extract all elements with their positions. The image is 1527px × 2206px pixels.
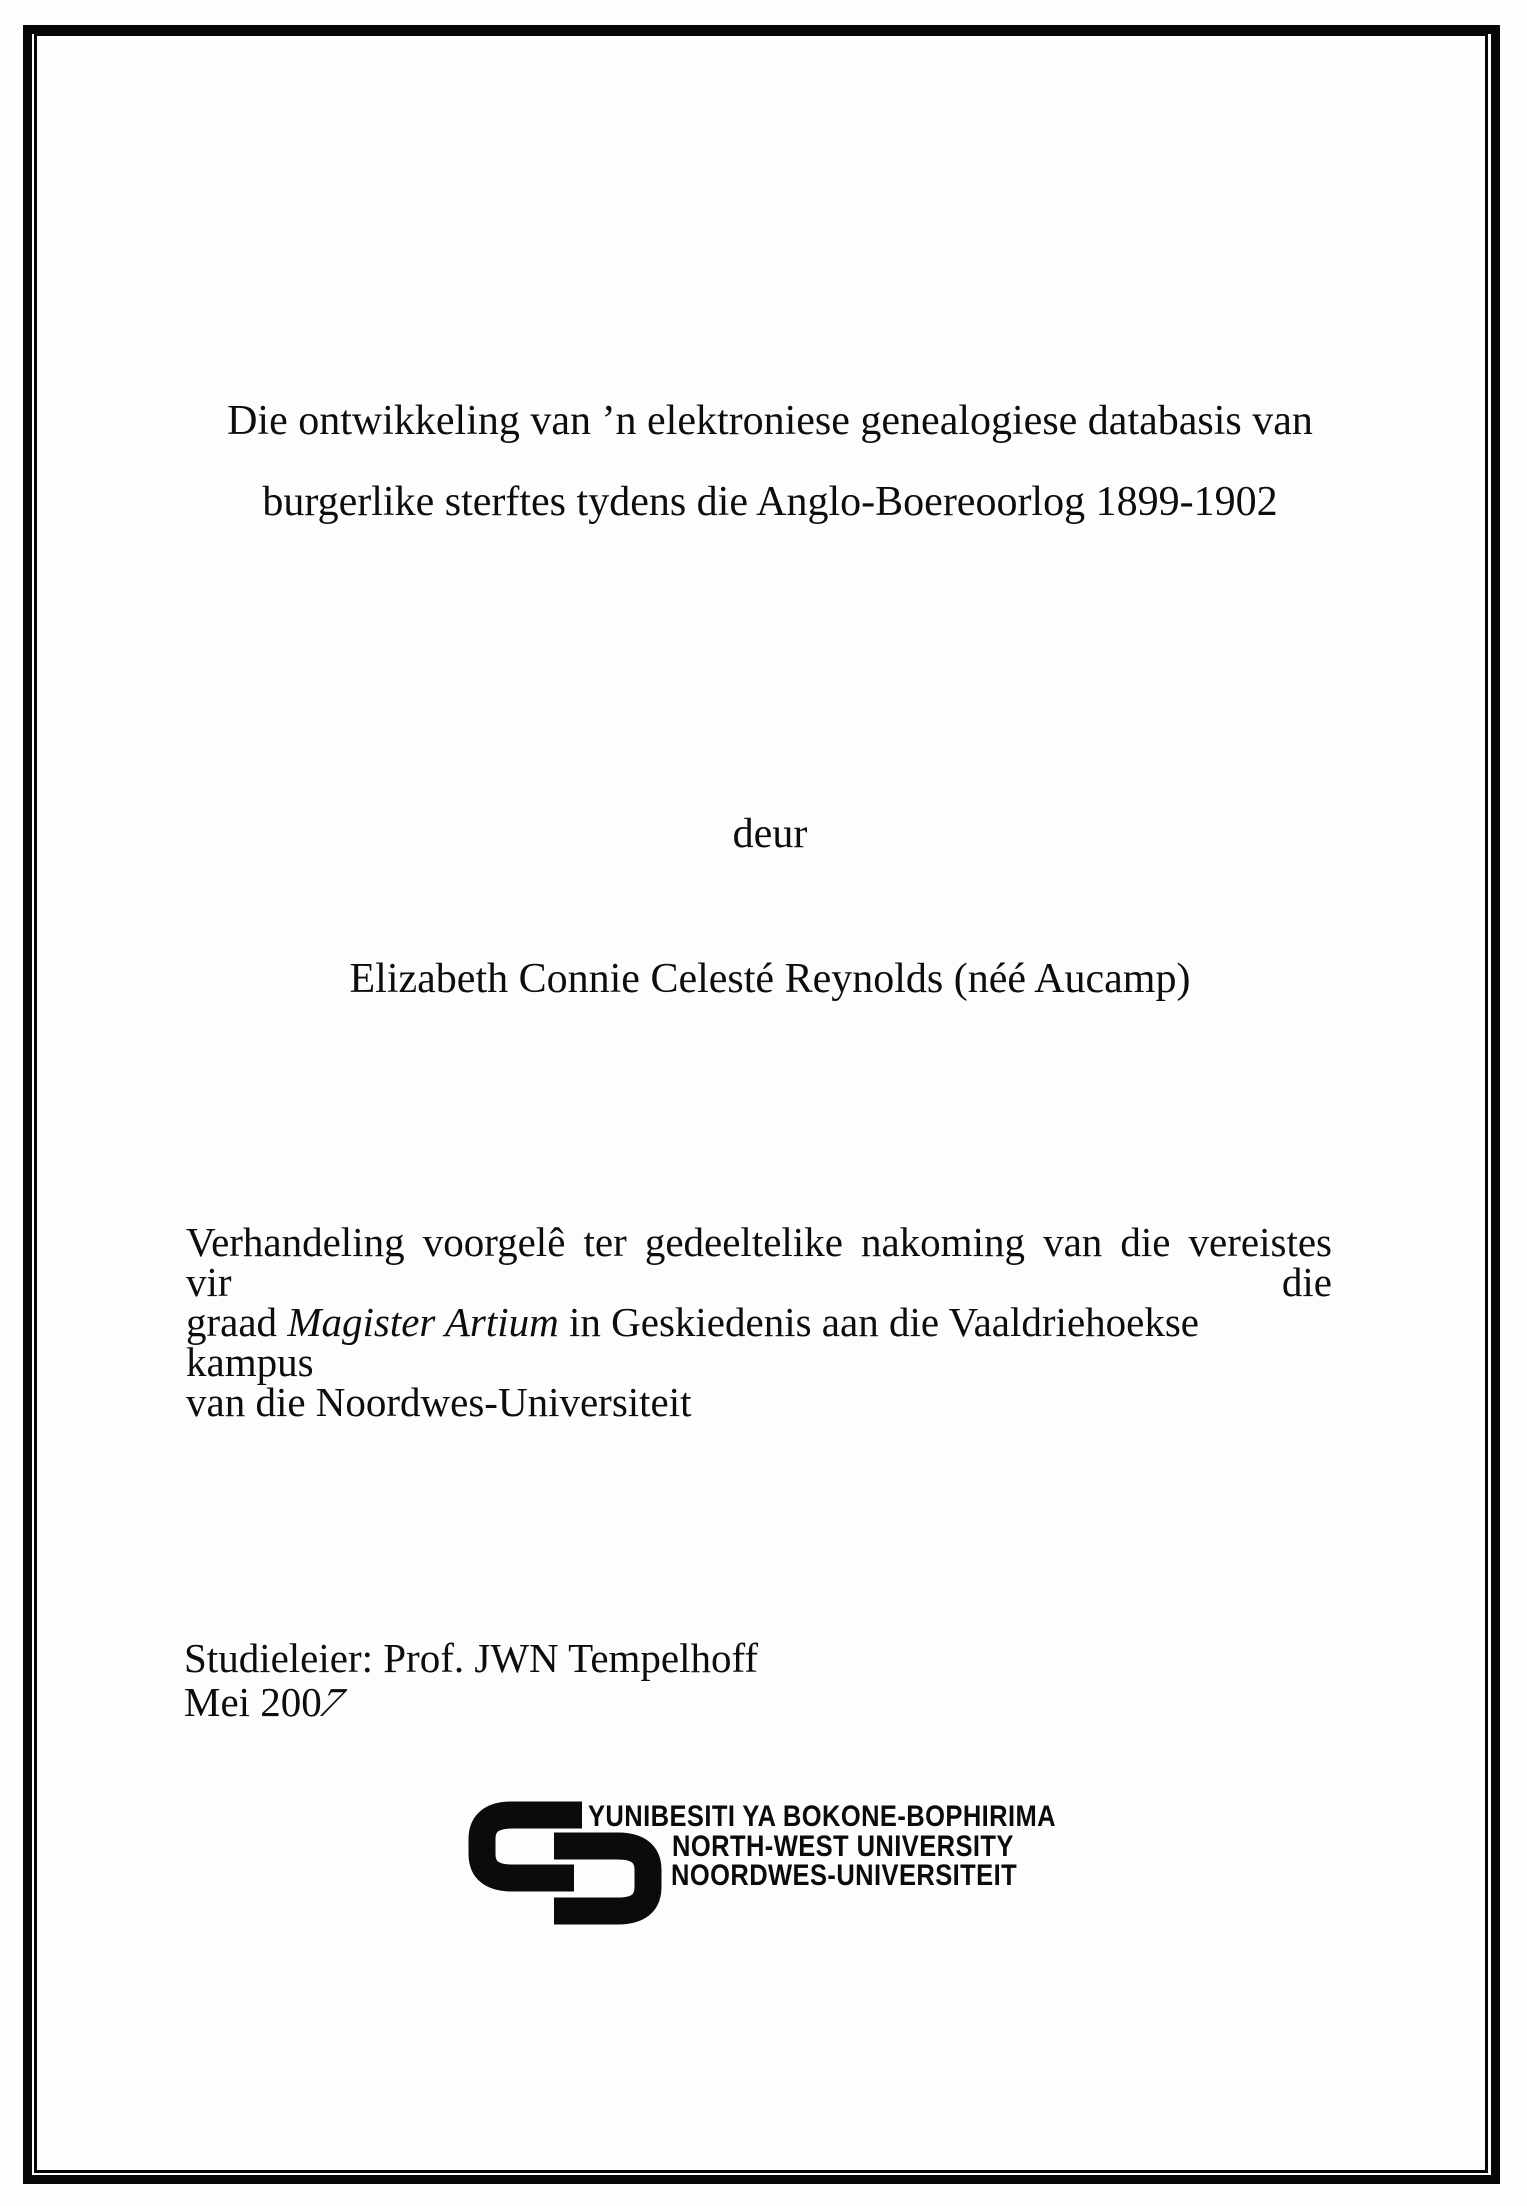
byline-deur: deur [732, 811, 808, 857]
date-last-digit: 7 [310, 1679, 354, 1725]
submission-line3: van die Noordwes-Universiteit [186, 1379, 692, 1425]
thesis-title [113, 381, 1427, 543]
submission-line2 [186, 1299, 1332, 1385]
supervisor-block [184, 1636, 758, 1724]
supervisor-line: Studieleier: Prof. JWN Tempelhoff [184, 1635, 759, 1681]
submission-line2-post: in Geskiedenis aan die Vaaldriehoekse kampus [186, 1299, 1199, 1385]
thesis-title-line1: Die ontwikkeling van ’n elektroniese genealogiese databasis van [227, 398, 1313, 444]
author-name: Elizabeth Connie Celesté Reynolds (néé Aucamp) [349, 956, 1191, 1002]
date-prefix: Mei 200 [184, 1679, 322, 1725]
logo-text-afrikaans: NOORDWES-UNIVERSITEIT [671, 1859, 1018, 1892]
submission-statement [186, 1219, 1332, 1425]
date-line [184, 1680, 758, 1724]
submission-degree-italic: Magister Artium [287, 1299, 559, 1345]
logo-text-english: NORTH-WEST UNIVERSITY [672, 1830, 1014, 1863]
logo-text-setswana: YUNIBESITI YA BOKONE-BOPHIRIMA [588, 1800, 1057, 1833]
submission-line1: Verhandeling voorgelê ter gedeeltelike nakoming van die vereistes vir die [186, 1219, 1332, 1305]
thesis-title-line2: burgerlike sterftes tydens die Anglo-Boereoorlog 1899-1902 [262, 479, 1278, 525]
submission-line2-pre: graad [186, 1299, 288, 1345]
